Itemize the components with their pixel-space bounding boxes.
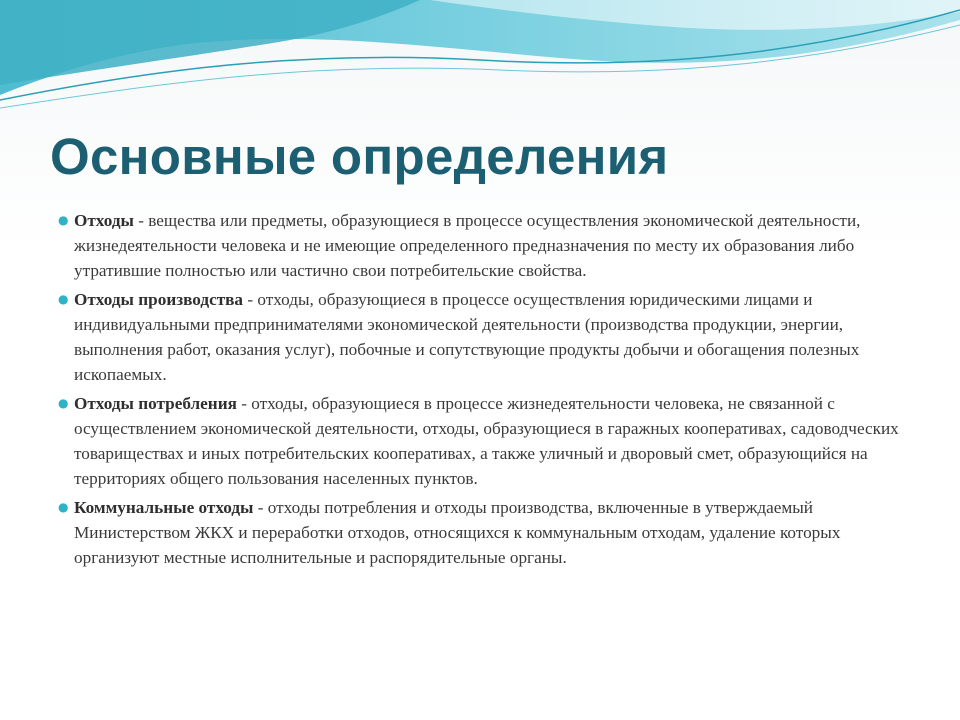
list-item bbox=[58, 287, 908, 387]
bullet-icon: ● bbox=[58, 213, 69, 227]
definition-term: Отходы потребления bbox=[74, 394, 237, 413]
bullet-icon: ● bbox=[58, 292, 69, 306]
bullet-icon: ● bbox=[58, 500, 69, 514]
definition-term: Коммунальные отходы bbox=[74, 498, 254, 517]
definition-text: - отходы, образующиеся в процессе жизнедеятельности человека, не связанной с осуществлением экономической деятельности, отходы, образующиеся в гаражных кооперативах, садоводческих товариществах и иных потребительских кооперативах, а также уличный и дворовый смет, образующийся на территориях общего пользования населенных пунктов. bbox=[74, 394, 899, 488]
definition-text: - вещества или предметы, образующиеся в процессе осуществления экономической деятельности, жизнедеятельности человека и не имеющие определенного предназначения по месту их образования либо утратившие полностью или частично свои потребительские свойства. bbox=[74, 211, 861, 280]
list-item bbox=[58, 391, 908, 491]
list-item bbox=[58, 208, 908, 283]
definition-text: - отходы, образующиеся в процессе осуществления юридическими лицами и индивидуальными предпринимателями экономической деятельности (производства продукции, энергии, выполнения работ, оказания услуг), побочные и сопутствующие продукты добычи и обогащения полезных ископаемых. bbox=[74, 290, 860, 384]
definitions-list bbox=[58, 208, 908, 574]
list-item bbox=[58, 495, 908, 570]
header-wave-decoration bbox=[0, 0, 960, 120]
definition-term: Отходы производства bbox=[74, 290, 244, 309]
bullet-icon: ● bbox=[58, 396, 69, 410]
definition-term: Отходы bbox=[74, 211, 134, 230]
definition-text: - отходы потребления и отходы производства, включенные в утверждаемый Министерством ЖКХ и переработки отходов, относящихся к коммунальным отходам, удаление которых организуют местные исполнительные и распорядительные органы. bbox=[74, 498, 841, 567]
slide-title: Основные определения bbox=[50, 128, 669, 185]
